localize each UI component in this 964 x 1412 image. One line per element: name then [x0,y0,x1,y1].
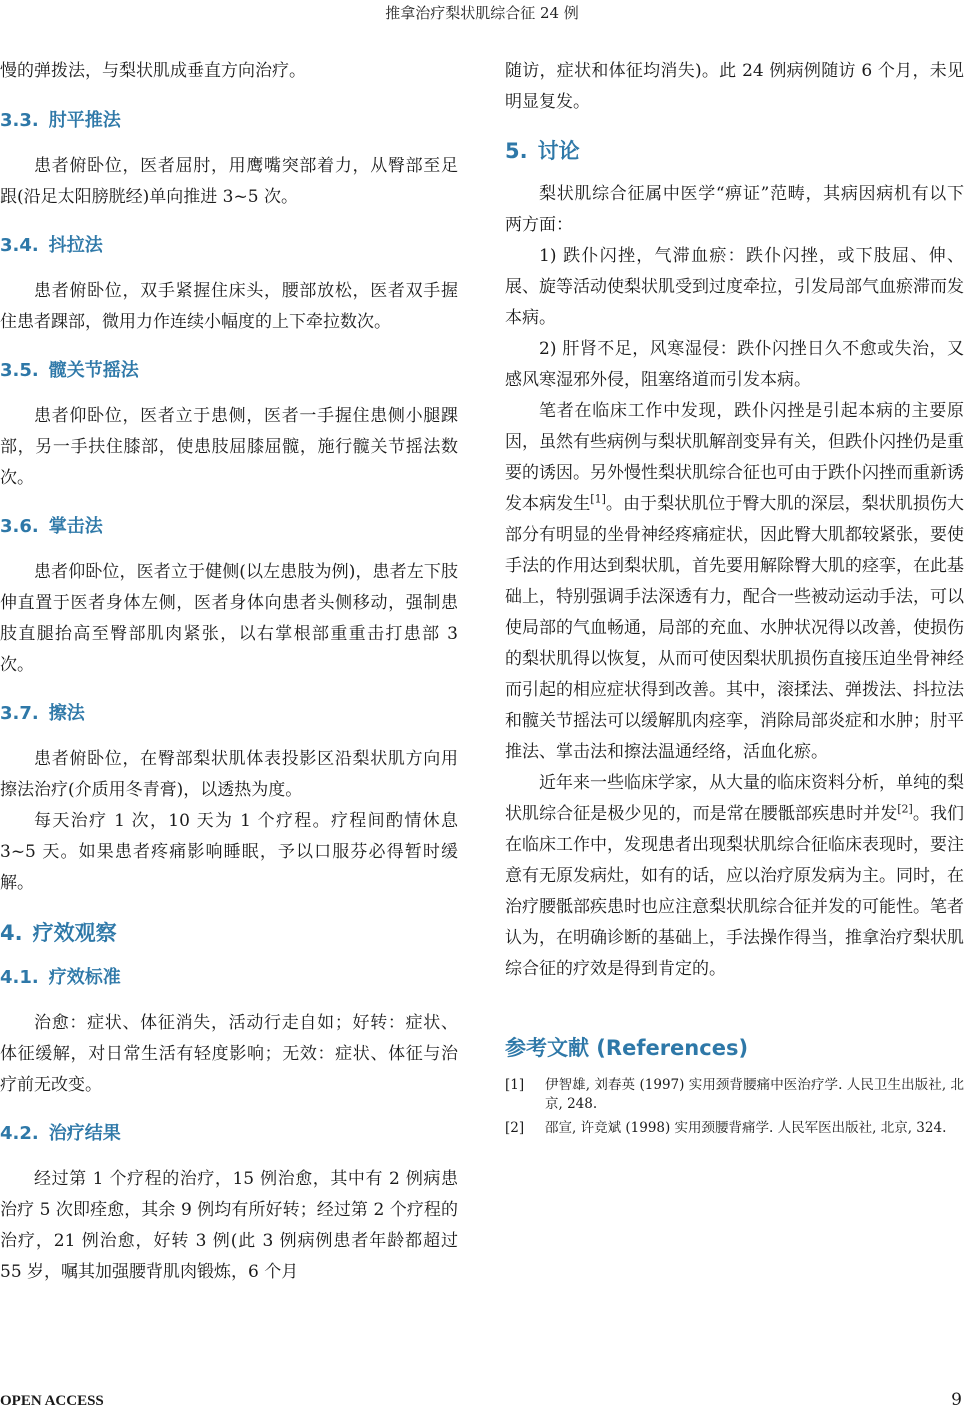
paragraph: 梨状肌综合征属中医学“痹证”范畴，其病因病机有以下两方面： [505,184,964,235]
section-heading-3-3: 3.3. 肘平推法 [0,110,121,131]
section-heading-3-4: 3.4. 抖拉法 [0,235,103,256]
running-header: 推拿治疗梨状肌综合征 24 例 [385,4,579,22]
citation-1[interactable]: [1] [590,492,606,506]
paragraph: 慢的弹拨法，与梨状肌成垂直方向治疗。 [0,61,306,81]
paragraph: 随访，症状和体征均消失)。此 24 例病例随访 6 个月，未见明显复发。 [505,61,964,112]
right-column [505,56,964,1143]
paragraph: 患者仰卧位，医者立于健侧(以左患肢为例)，患者左下肢伸直置于医者身体左侧，医者身体向患者头侧移动，强制患肢直腿抬高至臀部肌肉紧张，以右掌根部重重击打患部 3 次。 [0,562,458,675]
paragraph: 近年来一些临床学家，从大量的临床资料分析，单纯的梨状肌综合征是极少见的，而是常在腰骶部疾患时并发[2]。我们在临床工作中，发现患者出现梨状肌综合征临床表现时，要注意有无原发病灶，如有的话，应以治疗原发病为主。同时，在治疗腰骶部疾患时也应注意梨状肌综合征并发的可能性。笔者认为，在明确诊断的基础上，手法操作得当，推拿治疗梨状肌综合征的疗效是得到肯定的。 [505,773,964,979]
left-column [0,56,458,1288]
citation-2[interactable]: [2] [897,802,913,816]
paragraph: 患者俯卧位，医者屈肘，用鹰嘴突部着力，从臀部至足跟(沿足太阳膀胱经)单向推进 3~5 次。 [0,156,458,207]
section-heading-4: 4. 疗效观察 [0,921,117,945]
paragraph: 治愈：症状、体征消失，活动行走自如；好转：症状、体征缓解，对日常生活有轻度影响；无效：症状、体征与治疗前无改变。 [0,1013,458,1095]
paragraph: 患者仰卧位，医者立于患侧，医者一手握住患侧小腿踝部，另一手扶住膝部，使患肢屈膝屈髋，施行髋关节摇法数次。 [0,406,458,488]
reference-item: [1] 伊智雄, 刘春英 (1997) 实用颈背腰痛中医治疗学. 人民卫生出版社, 北京, 248. [505,1077,964,1112]
paragraph: 经过第 1 个疗程的治疗，15 例治愈，其中有 2 例病患治疗 5 次即痊愈，其余 9 例均有所好转；经过第 2 个疗程的治疗，21 例治愈，好转 3 例(此 3 例病例患者年龄都超过 55 岁，嘱其加强腰背肌肉锻炼，6 个月 [0,1169,458,1282]
section-heading-3-7: 3.7. 擦法 [0,703,85,724]
section-heading-4-1: 4.1. 疗效标准 [0,967,121,988]
page-number: 9 [951,1390,962,1410]
paragraph: 1) 跌仆闪挫，气滞血瘀：跌仆闪挫，或下肢屈、伸、展、旋等活动使梨状肌受到过度牵拉，引发局部气血瘀滞而发本病。 [505,246,964,328]
reference-list [505,1076,964,1138]
section-heading-3-6: 3.6. 掌击法 [0,516,103,537]
reference-item: [2] 邵宣, 许竞斌 (1998) 实用颈腰背痛学. 人民军医出版社, 北京, 324. [505,1120,947,1136]
open-access-label: OPEN ACCESS [0,1393,104,1409]
paragraph: 每天治疗 1 次，10 天为 1 个疗程。疗程间酌情休息 3~5 天。如果患者疼痛影响睡眠，予以口服芬必得暂时缓解。 [0,811,458,893]
paragraph: 患者俯卧位，双手紧握住床头，腰部放松，医者双手握住患者踝部，微用力作连续小幅度的上下牵拉数次。 [0,281,458,332]
references-heading: 参考文献 (References) [505,1036,749,1060]
paragraph: 笔者在临床工作中发现，跌仆闪挫是引起本病的主要原因，虽然有些病例与梨状肌解剖变异有关，但跌仆闪挫仍是重要的诱因。另外慢性梨状肌综合征也可由于跌仆闪挫而重新诱发本病发生[1]。由于梨状肌位于臀大肌的深层，梨状肌损伤大部分有明显的坐骨神经疼痛症状，因此臀大肌都较紧张，要使手法的作用达到梨状肌，首先要用解除臀大肌的痉挛，在此基础上，特别强调手法深透有力，配合一些被动运动手法，可以使局部的气血畅通，局部的充血、水肿状况得以改善，使损伤的梨状肌得以恢复，从而可使因梨状肌损伤直接压迫坐骨神经而引起的相应症状得到改善。其中，滚揉法、弹拨法、抖拉法和髋关节摇法可以缓解肌肉痉挛，消除局部炎症和水肿；肘平推法、掌击法和擦法温通经络，活血化瘀。 [505,401,964,762]
section-heading-3-5: 3.5. 髋关节摇法 [0,360,139,381]
section-heading-4-2: 4.2. 治疗结果 [0,1123,121,1144]
paragraph: 患者俯卧位，在臀部梨状肌体表投影区沿梨状肌方向用擦法治疗(介质用冬青膏)，以透热为度。 [0,749,458,800]
section-heading-5: 5. 讨论 [505,139,580,163]
paragraph: 2) 肝肾不足，风寒湿侵：跌仆闪挫日久不愈或失治，又感风寒湿邪外侵，阻塞络道而引发本病。 [505,339,964,390]
